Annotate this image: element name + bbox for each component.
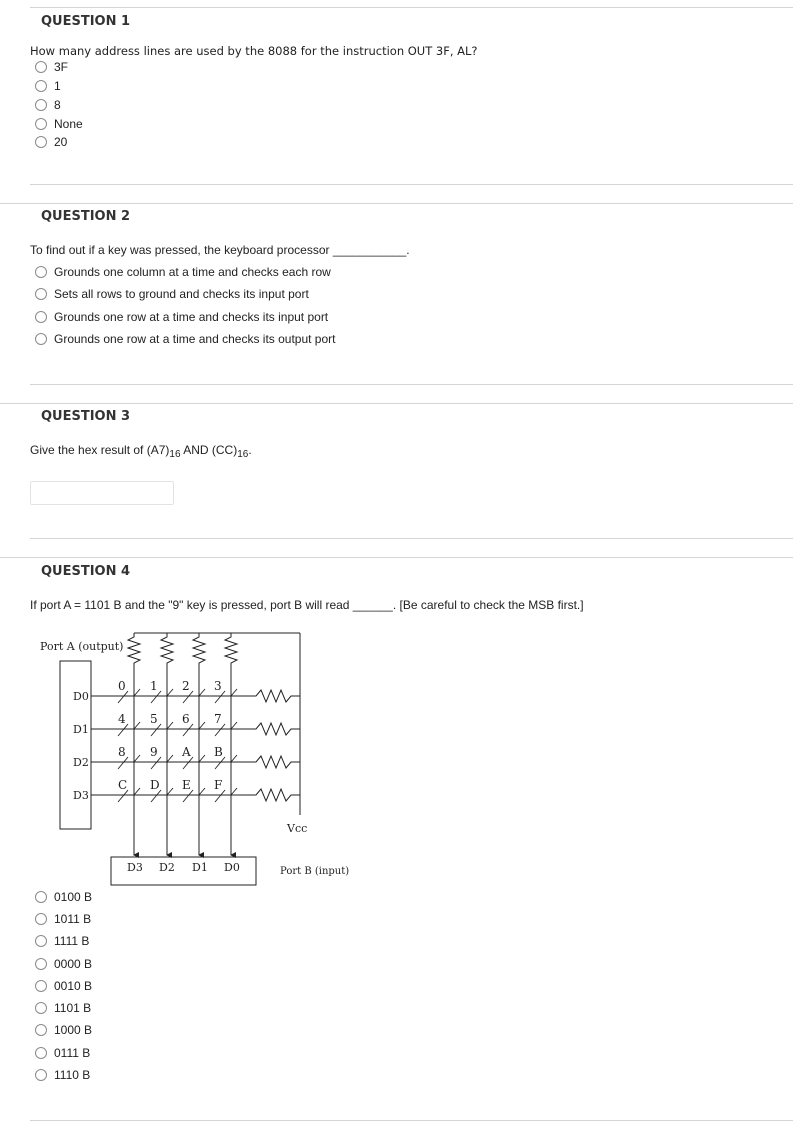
port-a-label: Port A (output)	[40, 640, 124, 653]
radio-button[interactable]	[35, 136, 47, 148]
q2-option-4[interactable]	[35, 331, 335, 347]
q4-option-1000[interactable]	[35, 1022, 92, 1038]
q1-option-3f[interactable]	[35, 59, 68, 75]
q4-option-1110[interactable]	[35, 1067, 90, 1083]
q2-option-1[interactable]	[35, 264, 331, 280]
option-label: 1110 B	[54, 1068, 91, 1082]
q2-option-3[interactable]	[35, 309, 328, 325]
divider	[30, 1120, 793, 1121]
row-label: D2	[73, 756, 89, 769]
q4-option-1011[interactable]	[35, 911, 91, 927]
divider	[30, 384, 793, 385]
question-title: QUESTION 1	[41, 14, 131, 29]
option-label: 0100 B	[54, 890, 93, 904]
divider	[0, 203, 793, 204]
q1-option-none[interactable]	[35, 116, 83, 132]
question-title: QUESTION 4	[41, 564, 131, 579]
radio-button[interactable]	[35, 958, 47, 970]
option-label: Grounds one column at a time and checks each row	[54, 265, 331, 279]
vcc-label: Vcc	[287, 822, 308, 835]
option-label: 8	[54, 98, 61, 112]
radio-button[interactable]	[35, 311, 47, 323]
row-label: D1	[73, 723, 89, 736]
key-label: 0	[118, 679, 126, 693]
radio-button[interactable]	[35, 913, 47, 925]
question-text: How many address lines are used by the 8088 for the instruction OUT 3F, AL?	[30, 44, 478, 58]
question-text: Give the hex result of $(A7)_{16}$ AND $(CC)_{16}$.	[30, 443, 252, 460]
option-label: Grounds one row at a time and checks its input port	[54, 310, 329, 324]
radio-button[interactable]	[35, 1047, 47, 1059]
option-label: 1111 B	[54, 934, 90, 948]
divider	[30, 7, 793, 8]
question-title: QUESTION 3	[41, 409, 131, 424]
key-label: 7	[214, 712, 222, 726]
q4-option-1111[interactable]	[35, 933, 89, 949]
option-label: 1000 B	[54, 1023, 93, 1037]
key-label: D	[150, 778, 160, 792]
option-label: 20	[54, 135, 68, 149]
q2-option-2[interactable]	[35, 286, 309, 302]
radio-button[interactable]	[35, 1024, 47, 1036]
key-label: 3	[214, 679, 222, 693]
radio-button[interactable]	[35, 61, 47, 73]
column-label: D3	[127, 861, 143, 874]
column-label: D0	[224, 861, 240, 874]
divider	[0, 403, 793, 404]
divider	[30, 538, 793, 539]
row-label: D3	[73, 789, 89, 802]
key-label: 9	[150, 745, 158, 759]
radio-button[interactable]	[35, 288, 47, 300]
q1-option-1[interactable]	[35, 78, 61, 94]
q4-option-0000[interactable]	[35, 956, 92, 972]
key-label: F	[214, 778, 223, 792]
column-label: D1	[192, 861, 208, 874]
question-text: If port A = 1101 B and the "9" key is pressed, port B will read ______. [Be careful to check the MSB first.]	[30, 598, 584, 612]
option-label: 1011 B	[54, 912, 92, 926]
key-label: 4	[118, 712, 126, 726]
divider	[30, 184, 793, 185]
option-label: Grounds one row at a time and checks its output port	[54, 332, 336, 346]
divider	[0, 557, 793, 558]
radio-button[interactable]	[35, 333, 47, 345]
key-label: E	[182, 778, 191, 792]
key-label: B	[214, 745, 223, 759]
radio-button[interactable]	[35, 99, 47, 111]
port-b-label: Port B (input)	[280, 866, 350, 877]
question-text: To find out if a key was pressed, the keyboard processor ___________.	[30, 243, 410, 257]
q4-option-0100[interactable]	[35, 889, 92, 905]
radio-button[interactable]	[35, 891, 47, 903]
radio-button[interactable]	[35, 80, 47, 92]
option-label: 3F	[54, 60, 69, 74]
option-label: None	[54, 117, 83, 131]
option-label: Sets all rows to ground and checks its input port	[54, 287, 309, 301]
question-title: QUESTION 2	[41, 209, 131, 224]
q1-option-20[interactable]	[35, 134, 67, 150]
key-label: 2	[182, 679, 190, 693]
key-label: 6	[182, 712, 190, 726]
q1-option-8[interactable]	[35, 97, 61, 113]
radio-button[interactable]	[35, 1069, 47, 1081]
radio-button[interactable]	[35, 266, 47, 278]
key-label: 1	[150, 679, 158, 693]
q4-option-0010[interactable]	[35, 978, 92, 994]
option-label: 0111 B	[54, 1046, 91, 1060]
key-label: 5	[150, 712, 158, 726]
radio-button[interactable]	[35, 1002, 47, 1014]
row-label: D0	[73, 690, 89, 703]
key-label: 8	[118, 745, 126, 759]
radio-button[interactable]	[35, 980, 47, 992]
option-label: 1	[54, 79, 61, 93]
option-label: 0010 B	[54, 979, 93, 993]
option-label: 0000 B	[54, 957, 93, 971]
keypad-circuit-diagram	[30, 625, 360, 890]
q4-option-0111[interactable]	[35, 1045, 90, 1061]
answer-input[interactable]	[30, 481, 174, 505]
key-label: C	[118, 778, 128, 792]
key-label: A	[182, 745, 191, 759]
q4-option-1101[interactable]	[35, 1000, 91, 1016]
radio-button[interactable]	[35, 118, 47, 130]
option-label: 1101 B	[54, 1001, 92, 1015]
radio-button[interactable]	[35, 935, 47, 947]
column-label: D2	[159, 861, 175, 874]
